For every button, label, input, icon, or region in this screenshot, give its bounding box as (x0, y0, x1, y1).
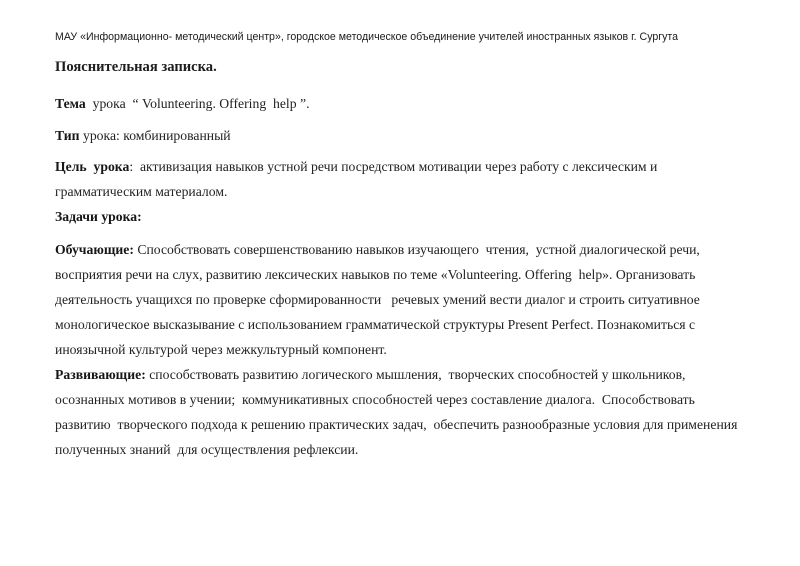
document-title: Пояснительная записка. (55, 59, 217, 75)
task-developing-text: способствовать развитию логического мышления, творческих способностей у школьников, осознанных мотивов в учении; коммуникативных способностей через составление диалога. Способствовать развитию творческого подхода к решению практических задач, обеспечить разнообразные условия для применения полученных знаний для осуществления рефлексии. (55, 367, 741, 457)
tasks-heading: Задачи урока: (55, 209, 142, 224)
task-teaching-text: Способствовать совершенствованию навыков изучающего чтения, устной диалогической речи, восприятия речи на слух, развитию лексических навыков по теме «Volunteering. Offering help». Организовать деятельность учащихся по проверке сформированности речевых умений вести диалог и строить ситуативное монологическое высказывание с использованием грамматической структуры Present Perfect. Познакомиться с иноязычной культурой через межкультурный компонент. (55, 242, 704, 357)
lesson-goal-paragraph (55, 154, 749, 204)
lesson-theme-line (55, 91, 749, 116)
task-developing-label: Развивающие: (55, 367, 146, 382)
task-teaching-label: Обучающие: (55, 242, 134, 257)
lesson-type-label: Тип (55, 128, 80, 143)
task-developing-paragraph (55, 362, 749, 462)
lesson-type-text: урока: комбинированный (79, 128, 231, 143)
organization-header: МАУ «Информационно- методический центр», городское методическое объединение учителей иностранных языков г. Сургута (55, 31, 679, 43)
lesson-goal-text: : активизация навыков устной речи посредством мотивации через работу с лексическим и грамматическим материалом. (55, 159, 661, 199)
lesson-goal-label: Цель урока (55, 159, 130, 174)
lesson-type-line (55, 123, 749, 148)
lesson-theme-label: Тема (55, 96, 86, 111)
task-teaching-paragraph (55, 237, 749, 362)
lesson-theme-text: урока “ Volunteering. Offering help ”. (85, 96, 310, 111)
